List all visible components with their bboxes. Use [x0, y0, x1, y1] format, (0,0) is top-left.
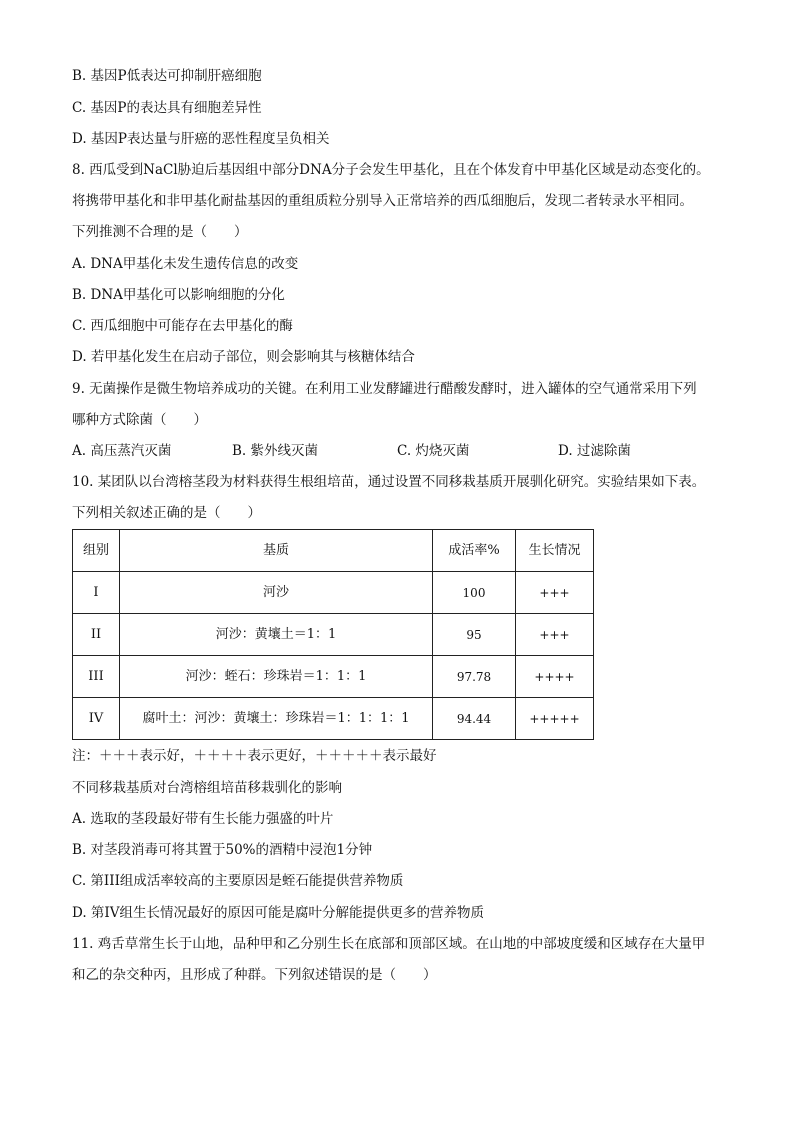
table-row [73, 656, 594, 698]
q9-options [72, 442, 712, 460]
q9-option-a: A. 高压蒸汽灭菌 [72, 443, 172, 459]
table-cell-growth: ++++ [516, 656, 594, 698]
q10-stem-line-1: 10. 某团队以台湾榕茎段为材料获得生根组培苗，通过设置不同移栽基质开展驯化研究。实验结果如下表。 [72, 474, 706, 490]
table-cell-growth: +++++ [516, 698, 594, 740]
table-cell-growth: +++ [516, 614, 594, 656]
table-header-group: 组别 [73, 530, 120, 572]
q11-stem-line-2: 和乙的杂交种丙，且形成了种群。下列叙述错误的是（ ） [72, 967, 437, 983]
q11-stem-line-1: 11. 鸡舌草常生长于山地，品种甲和乙分别生长在底部和顶部区域。在山地的中部坡度缓和区域存在大量甲 [72, 936, 706, 952]
q8-stem-line-2: 将携带甲基化和非甲基化耐盐基因的重组质粒分别导入正常培养的西瓜细胞后，发现二者转录水平相同。 [72, 193, 693, 209]
table-cell-substrate: 河沙：黄壤土＝1：1 [120, 614, 433, 656]
q10-stem-line-2: 下列相关叙述正确的是（ ） [72, 505, 261, 521]
q9-stem-line-1: 9. 无菌操作是微生物培养成功的关键。在利用工业发酵罐进行醋酸发酵时，进入罐体的空气通常采用下列 [72, 381, 697, 397]
q8-option-c: C. 西瓜细胞中可能存在去甲基化的酶 [72, 318, 293, 334]
q9-stem-line-2: 哪种方式除菌（ ） [72, 412, 207, 428]
q8-stem-line-3: 下列推测不合理的是（ ） [72, 224, 248, 240]
q10-results-table [72, 529, 594, 740]
table-cell-survival: 97.78 [433, 656, 516, 698]
q8-option-a: A. DNA甲基化未发生遗传信息的改变 [72, 256, 299, 272]
table-cell-survival: 94.44 [433, 698, 516, 740]
q10-option-c: C. 第III组成活率较高的主要原因是蛭石能提供营养物质 [72, 873, 404, 889]
table-cell-group: I [73, 572, 120, 614]
table-cell-survival: 100 [433, 572, 516, 614]
q10-option-d: D. 第IV组生长情况最好的原因可能是腐叶分解能提供更多的营养物质 [72, 905, 485, 921]
table-row [73, 698, 594, 740]
q9-option-d: D. 过滤除菌 [558, 443, 631, 459]
table-cell-growth: +++ [516, 572, 594, 614]
q10-option-b: B. 对茎段消毒可将其置于50%的酒精中浸泡1分钟 [72, 842, 373, 858]
q7-option-b: B. 基因P低表达可抑制肝癌细胞 [72, 68, 262, 84]
q10-table-caption: 不同移栽基质对台湾榕组培苗移栽驯化的影响 [72, 780, 342, 796]
table-header-row [73, 530, 594, 572]
table-header-substrate: 基质 [120, 530, 433, 572]
table-row [73, 614, 594, 656]
table-cell-substrate: 河沙：蛭石：珍珠岩＝1：1：1 [120, 656, 433, 698]
table-header-growth: 生长情况 [516, 530, 594, 572]
table-cell-substrate: 腐叶土：河沙：黄壤土：珍珠岩＝1：1：1：1 [120, 698, 433, 740]
q8-option-b: B. DNA甲基化可以影响细胞的分化 [72, 287, 285, 303]
table-header-survival: 成活率% [433, 530, 516, 572]
table-cell-group: IV [73, 698, 120, 740]
table-cell-group: II [73, 614, 120, 656]
q9-option-c: C. 灼烧灭菌 [397, 443, 470, 459]
table-row [73, 572, 594, 614]
table-cell-survival: 95 [433, 614, 516, 656]
table-cell-substrate: 河沙 [120, 572, 433, 614]
q9-option-b: B. 紫外线灭菌 [232, 443, 319, 459]
q7-option-c: C. 基因P的表达具有细胞差异性 [72, 100, 262, 116]
q10-table-note: 注：＋＋＋表示好，＋＋＋＋表示更好，＋＋＋＋＋表示最好 [72, 748, 437, 764]
q10-option-a: A. 选取的茎段最好带有生长能力强盛的叶片 [72, 811, 334, 827]
q8-option-d: D. 若甲基化发生在启动子部位，则会影响其与核糖体结合 [72, 349, 415, 365]
q7-option-d: D. 基因P表达量与肝癌的恶性程度呈负相关 [72, 131, 330, 147]
table-cell-group: III [73, 656, 120, 698]
q8-stem-line-1: 8. 西瓜受到NaCl胁迫后基因组中部分DNA分子会发生甲基化，且在个体发育中甲基化区域是动态变化的。 [72, 162, 710, 178]
